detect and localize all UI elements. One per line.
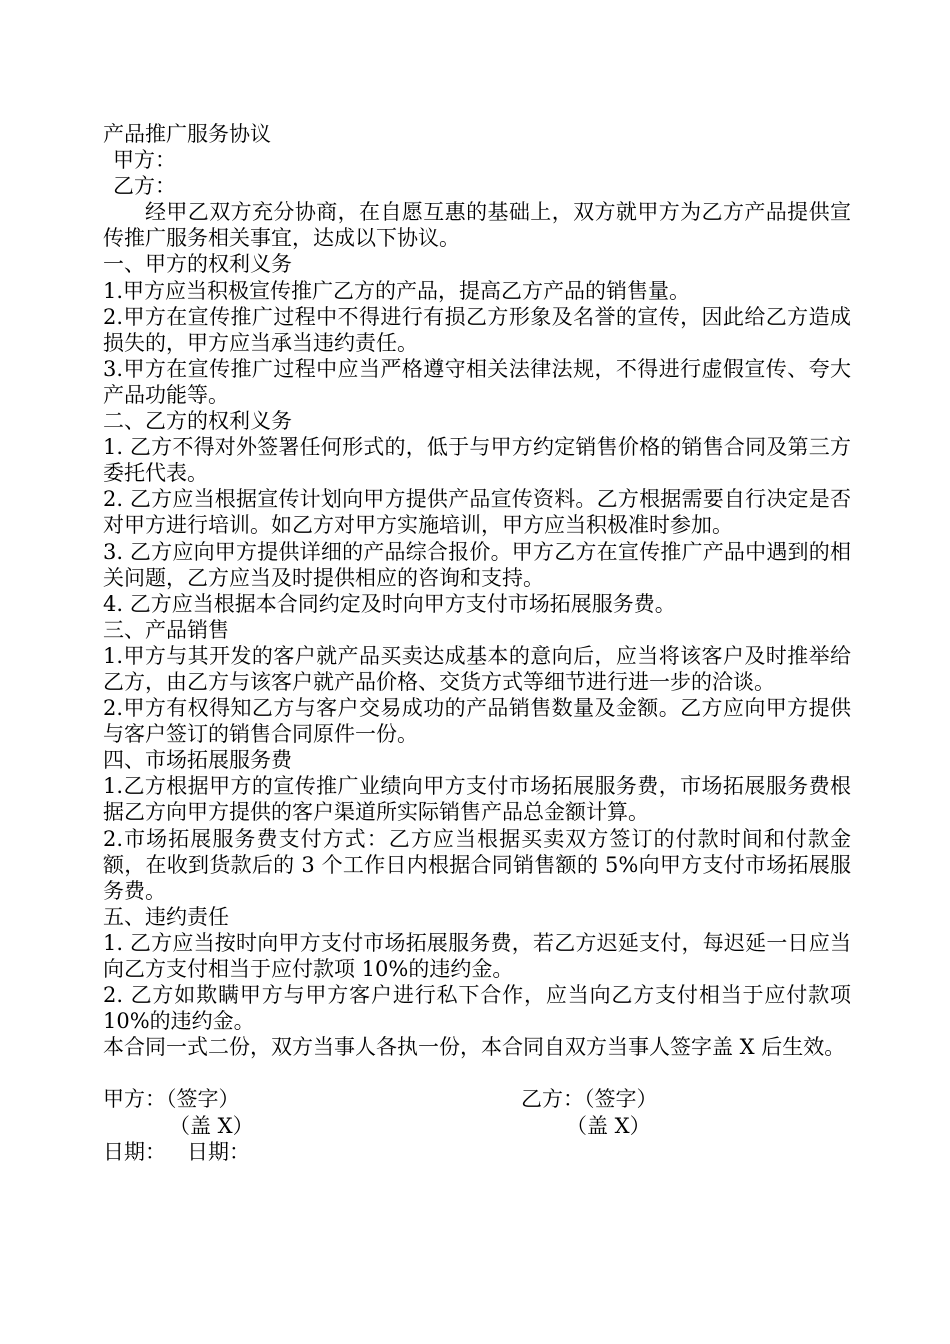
section-heading: 二、乙方的权利义务 [103,409,292,434]
date-b-label: 日期： [187,1139,250,1164]
closing-paragraph: 本合同一式二份，双方当事人各执一份，本合同自双方当事人签字盖 X 后生效。 [103,1035,846,1060]
date-a-label: 日期： [103,1139,166,1164]
section-5 [103,904,851,1034]
clause: 2.甲方在宣传推广过程中不得进行有损乙方形象及名誉的宣传，因此给乙方造成损失的，甲方应当承当违约责任。 [103,304,851,355]
clause: 2. 乙方应当根据宣传计划向甲方提供产品宣传资料。乙方根据需要自行决定是否对甲方进行培训。如乙方对甲方实施培训，甲方应当积极准时参加。 [103,487,851,538]
date-row [103,1139,851,1165]
clause: 1.乙方根据甲方的宣传推广业绩向甲方支付市场拓展服务费，市场拓展服务费根据乙方向甲方提供的客户渠道所实际销售产品总金额计算。 [103,774,851,825]
section-2 [103,408,851,617]
party-a-seal: （盖 X） [169,1113,254,1138]
party-b-seal: （盖 X） [566,1113,651,1138]
section-4 [103,747,851,904]
section-3 [103,617,851,747]
section-heading: 四、市场拓展服务费 [103,748,292,773]
contract-document [103,121,851,1165]
clause: 2.甲方有权得知乙方与客户交易成功的产品销售数量及金额。乙方应向甲方提供与客户签订的销售合同原件一份。 [103,696,851,747]
party-b-label: 乙方： [113,174,176,199]
section-heading: 一、甲方的权利义务 [103,252,292,277]
clause: 2.市场拓展服务费支付方式：乙方应当根据买卖双方签订的付款时间和付款金额，在收到货款后的 3 个工作日内根据合同销售额的 5%向甲方支付市场拓展服务费。 [103,826,851,903]
clause: 3. 乙方应向甲方提供详细的产品综合报价。甲方乙方在宣传推广产品中遇到的相关问题，乙方应当及时提供相应的咨询和支持。 [103,539,851,590]
clause: 1.甲方与其开发的客户就产品买卖达成基本的意向后，应当将该客户及时推举给乙方，由乙方与该客户就产品价格、交货方式等细节进行进一步的洽谈。 [103,643,851,694]
clause: 4. 乙方应当根据本合同约定及时向甲方支付市场拓展服务费。 [103,591,676,616]
clause: 2. 乙方如欺瞒甲方与甲方客户进行私下合作，应当向乙方支付相当于应付款项 10%的违约金。 [103,983,851,1034]
section-1 [103,251,851,408]
section-heading: 五、违约责任 [103,904,229,929]
party-a-signature: 甲方：（签字） [103,1087,240,1112]
clause: 1.甲方应当积极宣传推广乙方的产品，提高乙方产品的销售量。 [103,278,691,303]
signature-row [103,1086,851,1112]
blank-line [103,1060,851,1086]
document-title: 产品推广服务协议 [103,122,271,146]
clause: 1. 乙方不得对外签署任何形式的，低于与甲方约定销售价格的销售合同及第三方委托代表。 [103,435,851,486]
party-b-signature: 乙方：（签字） [521,1087,658,1112]
party-a-label: 甲方： [113,148,176,173]
seal-row [103,1113,851,1139]
clause: 1. 乙方应当按时向甲方支付市场拓展服务费，若乙方迟延支付，每迟延一日应当向乙方支付相当于应付款项 10%的违约金。 [103,930,851,981]
intro-paragraph: 经甲乙双方充分协商，在自愿互惠的基础上，双方就甲方为乙方产品提供宣传推广服务相关事宜，达成以下协议。 [103,200,851,251]
section-heading: 三、产品销售 [103,617,229,642]
clause: 3.甲方在宣传推广过程中应当严格遵守相关法律法规，不得进行虚假宣传、夸大产品功能等。 [103,356,851,407]
